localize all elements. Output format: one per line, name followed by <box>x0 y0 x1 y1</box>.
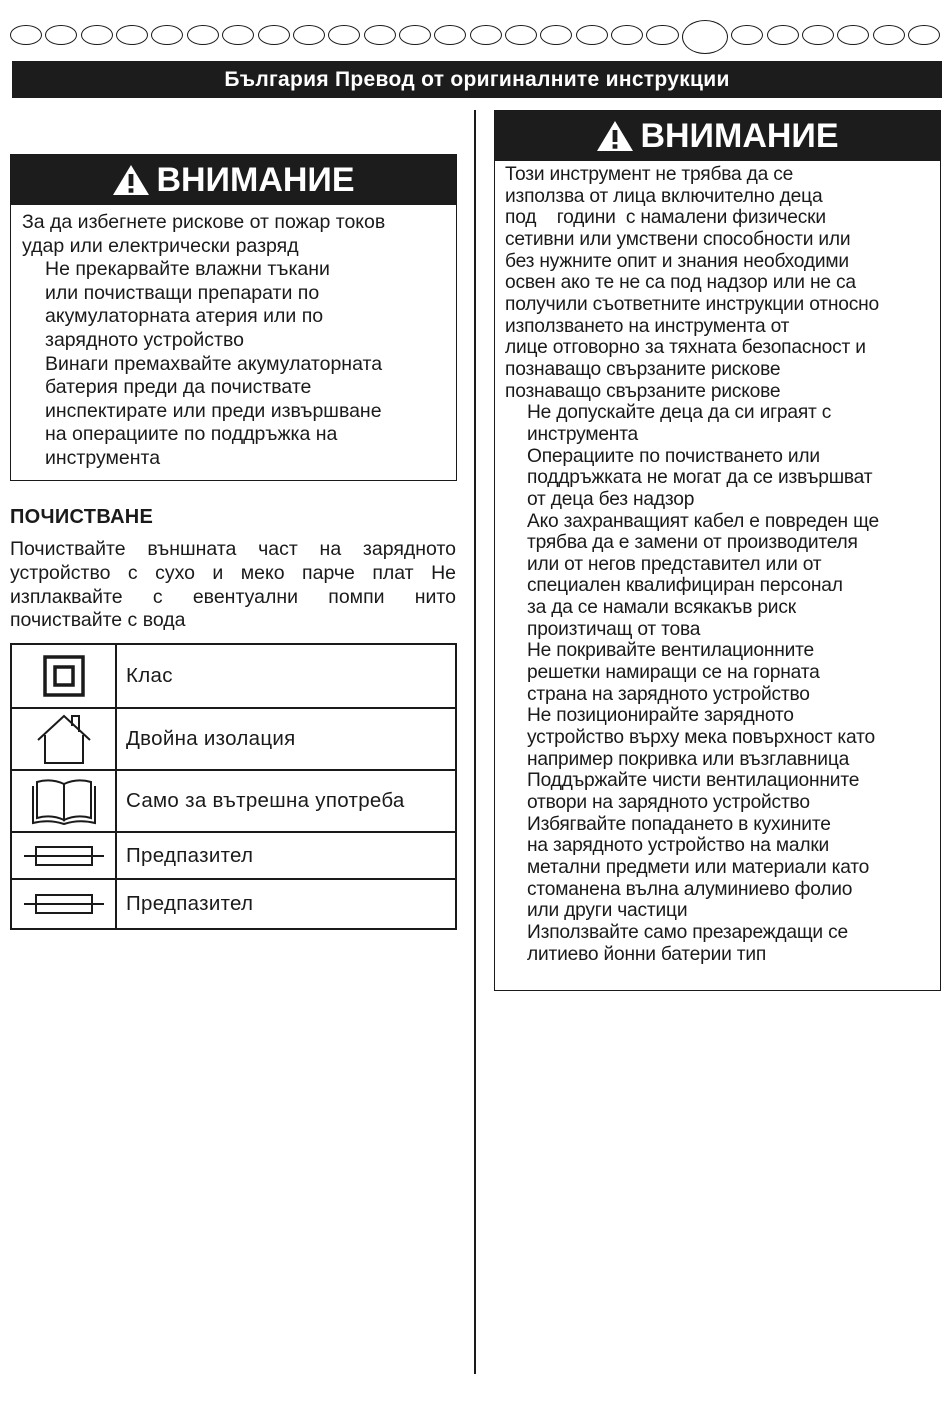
warning-line: инструмента <box>527 423 639 445</box>
warning-title-text: ВНИМАНИЕ <box>156 160 355 199</box>
open-book-icon <box>11 770 116 832</box>
warning-line: или други частици <box>527 900 688 922</box>
language-tab <box>116 25 148 45</box>
warning-line: страна на зарядното устройство <box>527 683 810 705</box>
warning-line: Този инструмент не трябва да се <box>505 164 794 185</box>
warning-triangle-icon <box>112 163 150 197</box>
warning-line: устройство върху мека повърхност като <box>527 727 875 749</box>
column-divider <box>474 110 476 1374</box>
language-tab <box>646 25 678 45</box>
language-tab <box>802 25 834 45</box>
warning-line: от деца без надзор <box>527 488 695 510</box>
warning-box-right <box>494 110 941 991</box>
warning-line: познаващо свързаните рискове <box>505 358 781 380</box>
language-tab <box>731 25 763 45</box>
warning-line: без нужните опит и знания необходими <box>505 250 849 272</box>
language-tab <box>767 25 799 45</box>
language-tab <box>151 25 183 45</box>
warning-line: на операциите по поддръжка на <box>45 423 338 446</box>
warning-line: използването на инструмента от <box>505 315 790 337</box>
warning-line: например покривка или възглавница <box>527 748 850 770</box>
warning-line: Не прекарвайте влажни тъкани <box>45 258 330 281</box>
house-icon <box>11 708 116 770</box>
language-tab <box>540 25 572 45</box>
warning-box-left <box>10 154 457 481</box>
symbol-row <box>11 832 456 879</box>
warning-line: или почистващи препарати по <box>45 281 320 304</box>
warning-line: познаващо свързаните рискове <box>505 380 781 402</box>
symbol-table <box>10 643 457 930</box>
warning-line: за да се намали всякакъв риск <box>527 597 796 619</box>
page-header: България Превод от оригиналните инструкции <box>12 61 942 98</box>
cleaning-heading: ПОЧИСТВАНЕ <box>10 506 154 528</box>
symbol-label: Предпазител <box>116 832 456 879</box>
warning-triangle-icon <box>596 119 634 153</box>
symbol-label: Двойна изолация <box>116 708 456 770</box>
warning-line: Поддържайте чисти вентилационните <box>527 770 860 792</box>
warning-line: зарядното устройство <box>45 328 244 351</box>
language-tab <box>434 25 466 45</box>
class-ii-icon <box>11 644 116 708</box>
language-tab <box>81 25 113 45</box>
language-tab <box>364 25 396 45</box>
warning-line: специален квалифициран персонал <box>527 575 843 597</box>
warning-line: инструмента <box>45 446 161 469</box>
warning-line: получили съответните инструкции относно <box>505 293 879 315</box>
language-tab <box>576 25 608 45</box>
warning-line: решетки намиращи се на горната <box>527 662 820 684</box>
language-tabs <box>10 20 940 58</box>
language-tab <box>10 25 42 45</box>
warning-line: Винаги премахвайте акумулаторната <box>45 352 383 375</box>
language-tab <box>293 25 325 45</box>
language-tab <box>611 25 643 45</box>
warning-line: стоманена вълна алуминиево фолио <box>527 878 853 900</box>
warning-line: За да избегнете рискове от пожар токов <box>22 211 386 233</box>
warning-line: лице отговорно за тяхната безопасност и <box>505 337 866 359</box>
language-tab <box>187 25 219 45</box>
warning-line: поддръжката не могат да се извършват <box>527 467 873 489</box>
language-tab <box>470 25 502 45</box>
language-tab-active <box>682 20 728 54</box>
warning-line: Операциите по почистването или <box>527 445 820 467</box>
language-tab <box>505 25 537 45</box>
warning-line: метални предмети или материали като <box>527 857 870 878</box>
warning-line: Не позиционирайте зарядното <box>527 705 794 727</box>
warning-title <box>11 155 456 205</box>
cleaning-paragraph: Почиствайте външната част на зарядното устройство с сухо и меко парче плат Не изплаквайте с евентуални помпи нито почиствайте с вода <box>10 538 456 632</box>
language-tab <box>399 25 431 45</box>
language-tab <box>328 25 360 45</box>
warning-line: освен ако те не са под надзор или не са <box>505 272 856 294</box>
warning-line: Избягвайте попадането в кухините <box>527 813 831 835</box>
symbol-label: Клас <box>116 644 456 708</box>
warning-line: под години с намалени физически <box>505 207 826 229</box>
symbol-row <box>11 708 456 770</box>
warning-text-left <box>11 205 456 471</box>
symbol-label: Само за вътрешна употреба <box>116 770 456 832</box>
warning-line: на зарядното устройство на малки <box>527 835 830 857</box>
fuse-icon <box>11 832 116 879</box>
warning-line: инспектирате или преди извършване <box>45 399 382 422</box>
warning-line: Не покривайте вентилационните <box>527 640 814 662</box>
warning-line: произтичащ от това <box>527 618 701 640</box>
warning-line: използва от лица включително деца <box>505 185 823 207</box>
warning-line: батерия преди да почиствате <box>45 376 312 399</box>
language-tab <box>222 25 254 45</box>
language-tab <box>45 25 77 45</box>
warning-line: отвори на зарядното устройство <box>527 792 810 814</box>
warning-text-right <box>495 161 940 965</box>
language-tab <box>873 25 905 45</box>
warning-title <box>495 111 940 161</box>
warning-title-text: ВНИМАНИЕ <box>640 116 839 155</box>
warning-line: или от негов представител или от <box>527 553 822 575</box>
warning-line: акумулаторната атерия или по <box>45 305 324 328</box>
warning-line: трябва да е замени от производителя <box>527 532 858 554</box>
language-tab <box>258 25 290 45</box>
warning-line: Ако захранващият кабел е повреден ще <box>527 510 879 532</box>
warning-line: удар или електрически разряд <box>22 234 299 257</box>
symbol-row <box>11 644 456 708</box>
symbol-row <box>11 879 456 929</box>
language-tab <box>837 25 869 45</box>
symbol-row <box>11 770 456 832</box>
language-tab <box>908 25 940 45</box>
symbol-label: Предпазител <box>116 879 456 929</box>
warning-line: сетивни или умствени способности или <box>505 228 851 250</box>
warning-line: Не допускайте деца да си играят с <box>527 402 832 424</box>
warning-line: литиево йонни батерии тип <box>527 943 767 965</box>
fuse-icon <box>11 879 116 929</box>
warning-line: Използвайте само презареждащи се <box>527 921 848 943</box>
